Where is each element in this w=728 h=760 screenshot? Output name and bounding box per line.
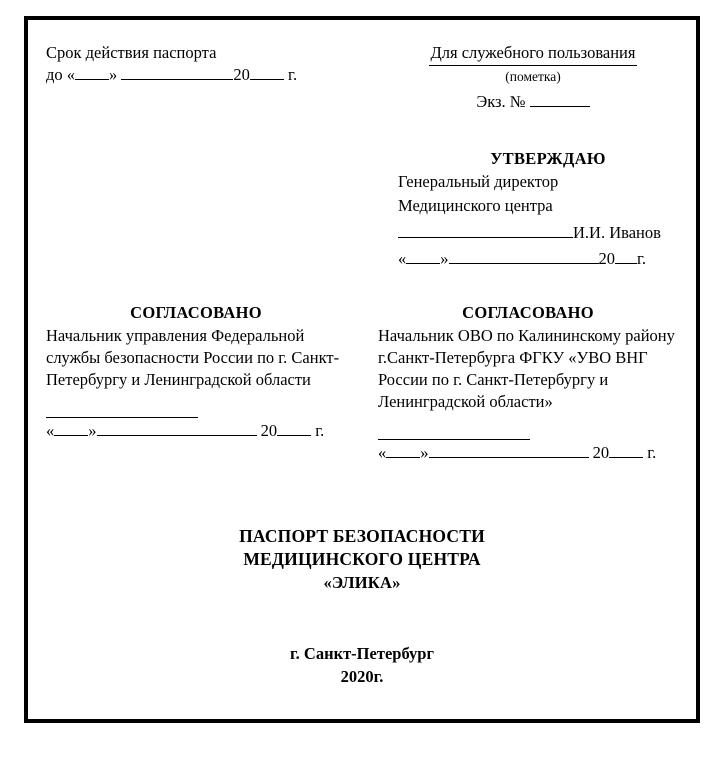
agreed-right-date-close-quote: » bbox=[420, 443, 429, 462]
copy-number-label: Экз. № bbox=[476, 92, 526, 111]
document-title-line1: ПАСПОРТ БЕЗОПАСНОСТИ bbox=[239, 526, 485, 546]
approval-year-suffix: г. bbox=[637, 249, 647, 268]
agreed-left-date-open-quote: « bbox=[46, 421, 55, 440]
approval-date-close-quote: » bbox=[440, 249, 449, 268]
agreed-right-signature-area bbox=[378, 439, 678, 463]
agreed-right-body: Начальник ОВО по Калининскому району г.Санкт-Петербурга ФГКУ «УВО ВНГ России по г. Санкт-Петербургу и Ленинградской области» bbox=[378, 326, 675, 411]
document-page-border bbox=[24, 16, 700, 723]
approval-position-line2: Медицинского центра bbox=[398, 196, 553, 215]
validity-quote-close: » bbox=[109, 65, 118, 84]
agreed-left-year-prefix: 20 bbox=[260, 421, 278, 440]
validity-year-prefix: 20 bbox=[233, 65, 250, 84]
agreement-column-left bbox=[46, 303, 346, 463]
validity-title: Срок действия паспорта bbox=[46, 43, 217, 62]
agreed-right-year-blank[interactable] bbox=[609, 443, 643, 458]
classification-block bbox=[388, 42, 678, 113]
agreement-column-right bbox=[378, 303, 678, 463]
agreed-left-heading: СОГЛАСОВАНО bbox=[130, 303, 262, 322]
agreed-left-body: Начальник управления Федеральной службы безопасности России по г. Санкт-Петербургу и Ленинградской области bbox=[46, 326, 340, 389]
footer-city: г. Санкт-Петербург bbox=[290, 644, 434, 663]
document-title-line2: МЕДИЦИНСКОГО ЦЕНТРА bbox=[243, 549, 481, 569]
copy-number-blank[interactable] bbox=[530, 92, 590, 107]
agreed-left-date-close-quote: » bbox=[88, 421, 97, 440]
approval-heading: УТВЕРЖДАЮ bbox=[490, 149, 606, 168]
classification-marking-row bbox=[388, 42, 678, 66]
document-title bbox=[46, 525, 678, 594]
validity-day-blank[interactable] bbox=[75, 65, 109, 80]
agreed-right-date-row bbox=[378, 443, 678, 463]
agreed-right-date-open-quote: « bbox=[378, 443, 387, 462]
agreed-left-year-suffix: г. bbox=[315, 421, 325, 440]
agreed-right-month-blank[interactable] bbox=[429, 443, 589, 458]
agreed-right-year-suffix: г. bbox=[647, 443, 657, 462]
agreed-right-day-blank[interactable] bbox=[386, 443, 420, 458]
agreed-left-day-blank[interactable] bbox=[54, 421, 88, 436]
copy-number-row bbox=[388, 91, 678, 113]
agreed-left-year-blank[interactable] bbox=[277, 421, 311, 436]
approval-day-blank[interactable] bbox=[406, 249, 440, 264]
agreed-left-signature-area bbox=[46, 417, 346, 441]
agreed-left-signature-rule bbox=[46, 417, 198, 418]
document-body bbox=[28, 20, 696, 719]
validity-year-blank[interactable] bbox=[250, 65, 284, 80]
document-title-line3: «ЭЛИКА» bbox=[323, 573, 401, 592]
classification-marking: Для служебного пользования bbox=[429, 42, 638, 66]
validity-prefix: до « bbox=[46, 65, 76, 84]
approval-signatory: И.И. Иванов bbox=[573, 223, 661, 242]
agreed-right-heading: СОГЛАСОВАНО bbox=[462, 303, 594, 322]
agreed-left-date-row bbox=[46, 421, 346, 441]
agreed-right-signature-rule bbox=[378, 439, 530, 440]
approval-block bbox=[398, 149, 698, 269]
footer-year: 2020г. bbox=[340, 667, 384, 686]
agreement-section bbox=[46, 303, 678, 463]
approval-year-prefix: 20 bbox=[598, 249, 615, 268]
approval-signature-row bbox=[398, 223, 698, 243]
document-header bbox=[46, 42, 678, 113]
document-footer bbox=[46, 642, 678, 688]
agreed-right-year-prefix: 20 bbox=[592, 443, 610, 462]
validity-month-blank[interactable] bbox=[121, 65, 233, 80]
approval-date-open-quote: « bbox=[398, 249, 407, 268]
classification-caption: (пометка) bbox=[505, 69, 561, 84]
passport-validity-block bbox=[46, 42, 376, 86]
approval-date-row bbox=[398, 249, 698, 269]
agreed-left-month-blank[interactable] bbox=[97, 421, 257, 436]
approval-position-line1: Генеральный директор bbox=[398, 172, 559, 191]
validity-year-suffix: г. bbox=[288, 65, 298, 84]
approval-month-blank[interactable] bbox=[449, 249, 599, 264]
approval-year-blank[interactable] bbox=[615, 249, 637, 264]
approval-signature-blank[interactable] bbox=[398, 223, 573, 238]
validity-date-row bbox=[46, 64, 376, 86]
